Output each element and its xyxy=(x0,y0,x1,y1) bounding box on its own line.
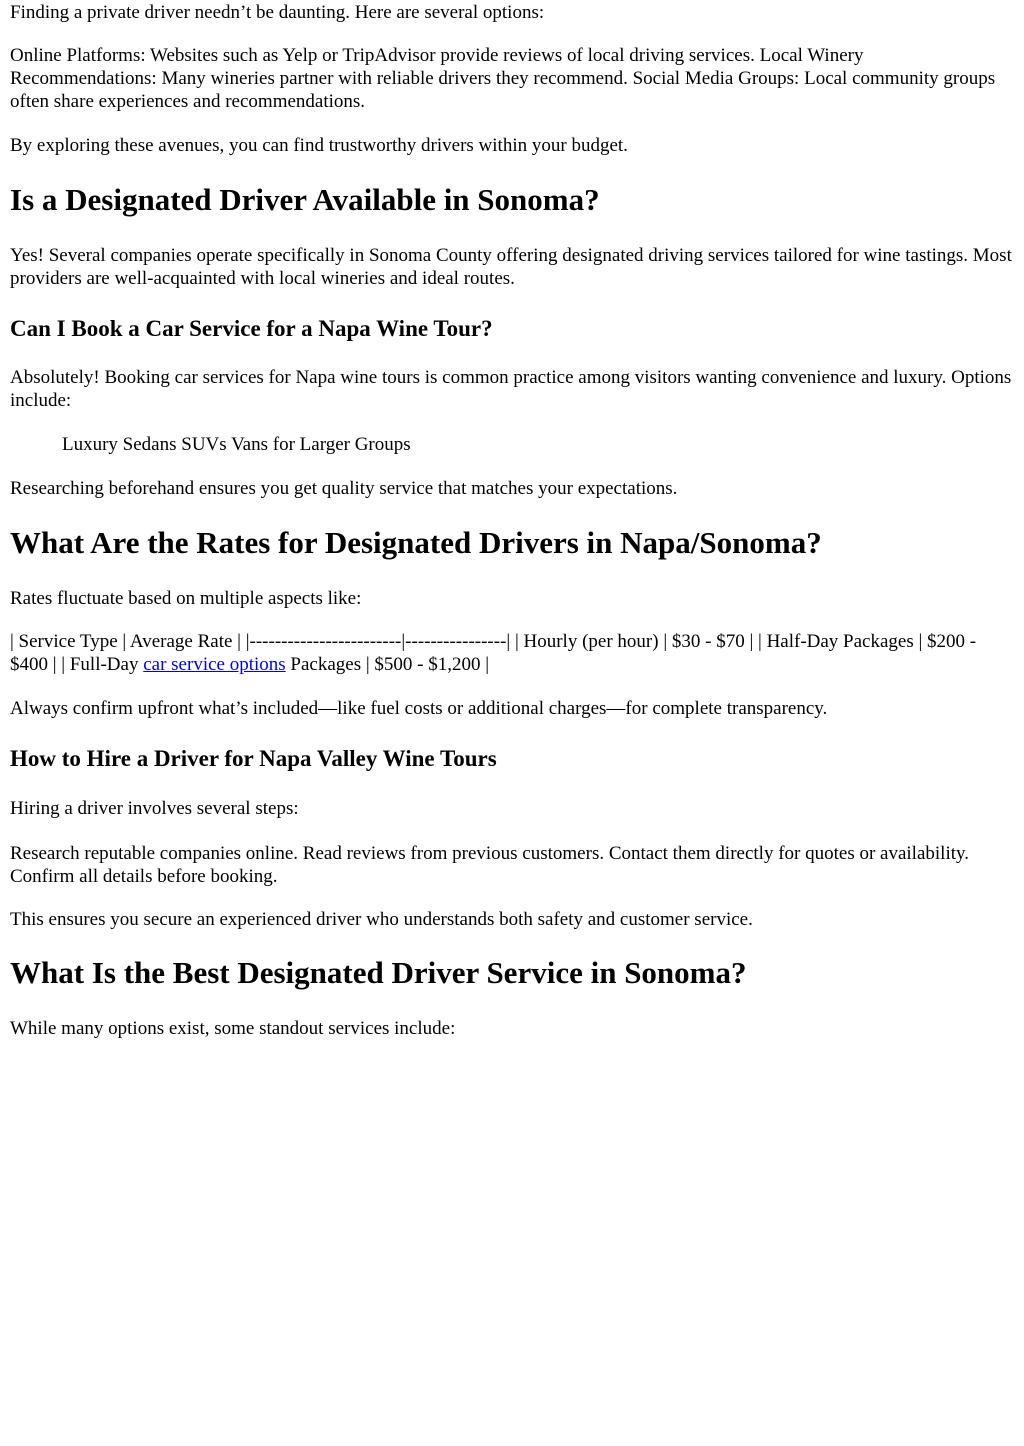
car-service-options-link[interactable]: car service options xyxy=(143,654,286,675)
heading-hire-driver: How to Hire a Driver for Napa Valley Wine Tours xyxy=(10,746,497,771)
confirm-paragraph: Always confirm upfront what’s included—like fuel costs or additional charges—for complete transparency. xyxy=(10,698,828,719)
options-paragraph: Online Platforms: Websites such as Yelp or TripAdvisor provide reviews of local driving services. Local Winery Recommendations: Many wineries partner with reliable drivers they recommend. Social Media Groups: Local community groups often share experiences and recommendations. xyxy=(10,45,996,112)
rates-text-before: | Service Type | Average Rate | |------------------------|----------------| | Hourly (per hour) | $30 - $70 | | Half-Day Packages | $200 - $400 | | Full-Day xyxy=(10,631,977,675)
rates-intro-paragraph: Rates fluctuate based on multiple aspects like: xyxy=(10,588,362,609)
designated-paragraph: Yes! Several companies operate specifically in Sonoma County offering designated driving services tailored for wine tastings. Most providers are well-acquainted with local wineries and ideal routes. xyxy=(10,245,1012,289)
rates-text-after: Packages | $500 - $1,200 | xyxy=(285,654,490,675)
booking-paragraph: Absolutely! Booking car services for Napa wine tours is common practice among visitors wanting convenience and luxury. Options include: xyxy=(10,367,1012,411)
ensures-paragraph: This ensures you secure an experienced driver who understands both safety and customer service. xyxy=(10,909,753,930)
exploring-paragraph: By exploring these avenues, you can find trustworthy drivers within your budget. xyxy=(10,135,628,156)
hiring-steps-paragraph: Research reputable companies online. Read reviews from previous customers. Contact them directly for quotes or availability. Confirm all details before booking. xyxy=(10,843,970,887)
rates-table-text xyxy=(10,630,1014,676)
heading-best-service: What Is the Best Designated Driver Service in Sonoma? xyxy=(10,955,747,990)
research-paragraph: Researching beforehand ensures you get quality service that matches your expectations. xyxy=(10,478,678,499)
heading-book-car-service: Can I Book a Car Service for a Napa Wine Tour? xyxy=(10,316,493,341)
intro-paragraph: Finding a private driver needn’t be daunting. Here are several options: xyxy=(10,2,545,23)
standout-services-paragraph: While many options exist, some standout services include: xyxy=(10,1018,456,1039)
heading-designated-driver: Is a Designated Driver Available in Sonoma? xyxy=(10,182,600,217)
hiring-steps-intro: Hiring a driver involves several steps: xyxy=(10,798,299,819)
vehicle-options-list: Luxury Sedans SUVs Vans for Larger Groups xyxy=(62,434,411,455)
heading-rates: What Are the Rates for Designated Drivers in Napa/Sonoma? xyxy=(10,525,822,560)
